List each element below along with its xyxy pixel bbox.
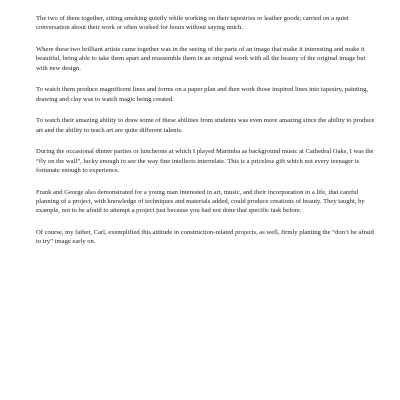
paragraph-7: Of course, my father, Carl, exemplified this attitude in construction-related projects, as well, firmly planting the “don’t be afraid to try” image early on. (36, 228, 374, 246)
paragraph-5: During the occasional dinner parties or luncheons at which I played Marimba as background music at Cathedral Oaks, I was the “fly on the wall”, lucky enough to see the way fine intellects interrelate. This is a priceless gift which not every teenager is fortunate enough to experience. (36, 148, 374, 174)
paragraph-2: Where these two brilliant artists came together was in the seeing of the parts of an image that make it interesting and make it beautiful, being able to take them apart and reassemble them in an original work with all the beauty of the original image but with new design. (36, 46, 366, 72)
paragraph-1: The two of them together, sitting smoking quietly while working on their tapestries or leather goods; carried on a quiet conversation about their work or often worked for hours without saying much. (36, 15, 349, 32)
paragraph-3: To watch them produce magnificent lines and forms on a paper plan and then work those inspired lines into tapestry, painting, drawing and clay was to watch magic being created. (36, 86, 369, 103)
paragraph-6: Frank and George also demonstrated for a young man interested in art, music, and their incorporation in a life, that careful planning of a project, with knowledge of techniques and materials added, could produce creations of beauty. They taught, by example, not to be afraid to attempt a project just because you had not done that specific task before. (36, 188, 365, 215)
document-body (36, 0, 376, 259)
paragraph-4: To watch their amazing ability to draw some of these abilities from students was even more amazing since the ability to produce art and the ability to teach art are quite different talents. (36, 117, 375, 134)
